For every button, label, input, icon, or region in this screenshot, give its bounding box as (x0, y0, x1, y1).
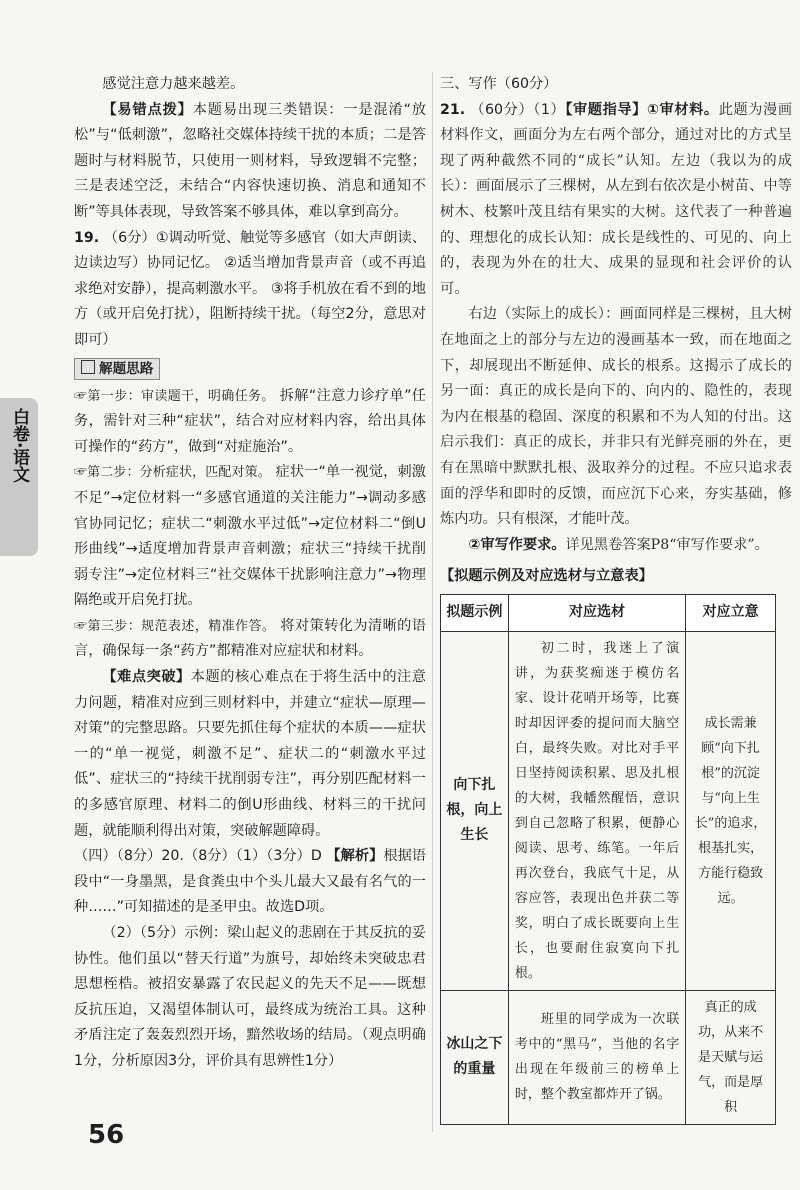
example-table (440, 594, 776, 1125)
left-column (74, 72, 426, 1075)
step-1 (74, 384, 426, 461)
row-meaning: 真正的成功，从来不是天赋与运气，而是厚积 (686, 990, 776, 1124)
difficulty-note (74, 665, 426, 844)
row-meaning: 成长需兼顾“向下扎根”的沉淀与“向上生长”的追求，根基扎实，方能行稳致远。 (686, 631, 776, 990)
step-text: 将对策转化为清晰的语言，确保每一条“药方”都精准对应症状和材料。 (74, 617, 426, 660)
section-heading: 三、写作（60分） (440, 76, 558, 92)
row-material: 班里的同学成为一次联考中的“黑马”，当他的名字出现在年级前三的榜单上时，整个教室都炸开了锅。 (508, 990, 685, 1124)
question-20-part2: （2）（5分）示例：梁山起义的悲剧在于其反抗的妥协性。他们虽以“替天行道”为旗号，却始终未突破忠君思想桎梏。被招安暴露了农民起义的先天不足——既想反抗压迫，又渴望体制认可，最终成为统治工具。这种矛盾注定了轰轰烈烈开场，黯然收场的结局。（观点明确1分，分析原因3分，评价具有思辨性1分） (74, 925, 426, 1069)
step-2 (74, 460, 426, 614)
right-column (440, 72, 792, 1125)
hand-pointer-icon: ☞ (74, 388, 88, 404)
note-label: 【易错点拨】 (102, 101, 193, 118)
guide-label: 【审题指导】 (565, 101, 647, 118)
side-tab-label: 白卷·语文 (9, 408, 29, 483)
note-text: 本题易出现三类错误：一是混淆“放松”与“低刺激”，忽略社交媒体持续干扰的本质；二是答题时与材料脱节，只使用一则材料，导致逻辑不完整；三是表述空泛，未结合“内容快速切换、消息和通知不断”等具体表现，导致答案不够具体，难以拿到高分。 (74, 101, 426, 220)
table-row (441, 631, 776, 990)
step-label: 第三步：规范表述，精准作答。 (87, 618, 276, 634)
step-text: 拆解“注意力诊疗单”任务，需针对三种“症状”，结合对应材料内容，给出具体可操作的“药方”，做到“对症施治”。 (74, 387, 426, 455)
step-text: 症状一“单一视觉，刺激不足”→定位材料一“多感官通道的关注能力”→调动多感官协同记忆；症状二“刺激水平过低”→定位材料二“倒U形曲线”→适度增加背景声音刺激；症状三“持续干扰削弱专注”→定位材料三“社交媒体干扰影响注意力”→物理隔绝或开启免打扰。 (74, 464, 426, 609)
requirement-text: 详见黑卷答案P8“审写作要求”。 (565, 536, 769, 553)
analysis-text: 根据语段中“一身墨黑，是食粪虫中个头儿最大又最有名气的一种……”可知描述的是圣甲虫。故选D项。 (74, 848, 426, 916)
table-header: 对应选材 (508, 594, 685, 631)
table-row (441, 990, 776, 1124)
requirement (440, 533, 792, 559)
side-tab (0, 398, 38, 556)
step-label: 第二步：分析症状，匹配对策。 (87, 465, 271, 481)
step-label: 第一步：审读题干，明确任务。 (87, 388, 275, 404)
table-title: 【拟题示例及对应选材与立意表】 (440, 568, 653, 585)
question-number: 19. (74, 229, 100, 246)
page-number: 56 (88, 1120, 125, 1150)
easy-error-note (74, 98, 426, 226)
row-material: 初二时，我迷上了演讲，为获奖痴迷于模仿名家、设计花哨开场等，比赛时却因评委的提问而大脑空白，最终失败。对比对手平日坚持阅读积累、思及扎根的大树，我幡然醒悟，意识到自己忽略了积累，便静心阅读、思考、练笔。一年后再次登台，我底气十足，从容应答，表现出色并获二等奖，明白了成长既要向上生长，也要耐住寂寞向下扎根。 (508, 631, 685, 990)
requirement-label: ②审写作要求。 (468, 536, 566, 553)
paragraph: 感觉注意力越来越差。 (102, 76, 245, 92)
solution-idea-box (74, 358, 160, 380)
table-header: 拟题示例 (441, 594, 509, 631)
guide-sub: ①审材料。 (646, 101, 719, 118)
table-header: 对应立意 (686, 594, 776, 631)
guide-text: 此题为漫画材料作文，画面分为左右两个部分，通过对比的方式呈现了两种截然不同的“成长”认知。左边（我以为的成长）：画面展示了三棵树，从左到右依次是小树苗、中等树木、枝繁叶茂且结有果实的大树。这代表了一种普遍的、理想化的成长认知：成长是线性的、可见的、向上的，表现为外在的壮大、成果的显现和社会评价的认可。 (440, 101, 793, 297)
note-text: 本题的核心难点在于将生活中的注意力问题，精准对应到三则材料中，并建立“症状—原理—对策”的完整思路。只要先抓住每个症状的本质——症状一的“单一视觉，刺激不足”、症状二的“刺激水平过低”、症状三的“持续干扰削弱专注”，再分别匹配材料一的多感官原理、材料二的倒U形曲线、材料三的干扰问题，就能顺利得出对策，突破解题障碍。 (74, 669, 426, 839)
question-number: 21. (440, 101, 466, 118)
question-21 (440, 98, 792, 303)
question-answer: （6分）①调动听觉、触觉等多感官（如大声朗读、边读边写）协同记忆。 ②适当增加背景声音（或不再追求绝对安静），提高刺激水平。 ③将手机放在看不到的地方（或开启免打扰），阻断持续干扰。（每空2分，意思对即可） (74, 229, 427, 348)
hand-pointer-icon: ☞ (74, 618, 88, 634)
analysis-label: 【解析】 (326, 848, 384, 865)
question-20 (74, 844, 426, 921)
note-label: 【难点突破】 (102, 669, 191, 686)
question-head: （四）（8分）20.（8分）（1）（3分）D (74, 848, 322, 865)
pencil-note-icon (81, 360, 95, 374)
paragraph: 右边（实际上的成长）：画面同样是三棵树，且大树在地面之上的部分与左边的漫画基本一致，而在地面之下，却展现出不断延伸、成长的根系。这揭示了成长的另一面：真正的成长是向下的、向内的、隐性的，表现为内在根基的稳固、深度的积累和不为人知的付出。这启示我们：真正的成长，并非只有光鲜亮丽的外在，更有在黑暗中默默扎根、汲取养分的过程。不应只追求表面的浮华和即时的反馈，而应沉下心来，夯实基础，修炼内功。只有根深，才能叶茂。 (440, 306, 792, 528)
step-3 (74, 614, 426, 665)
question-head: （60分）（1） (470, 101, 566, 118)
column-divider (432, 72, 433, 1132)
hand-pointer-icon: ☞ (74, 465, 88, 481)
question-19 (74, 226, 426, 354)
row-title: 冰山之下的重量 (441, 990, 509, 1124)
row-title: 向下扎根，向上生长 (441, 631, 509, 990)
box-title: 解题思路 (99, 360, 154, 377)
table-header-row (441, 594, 776, 631)
